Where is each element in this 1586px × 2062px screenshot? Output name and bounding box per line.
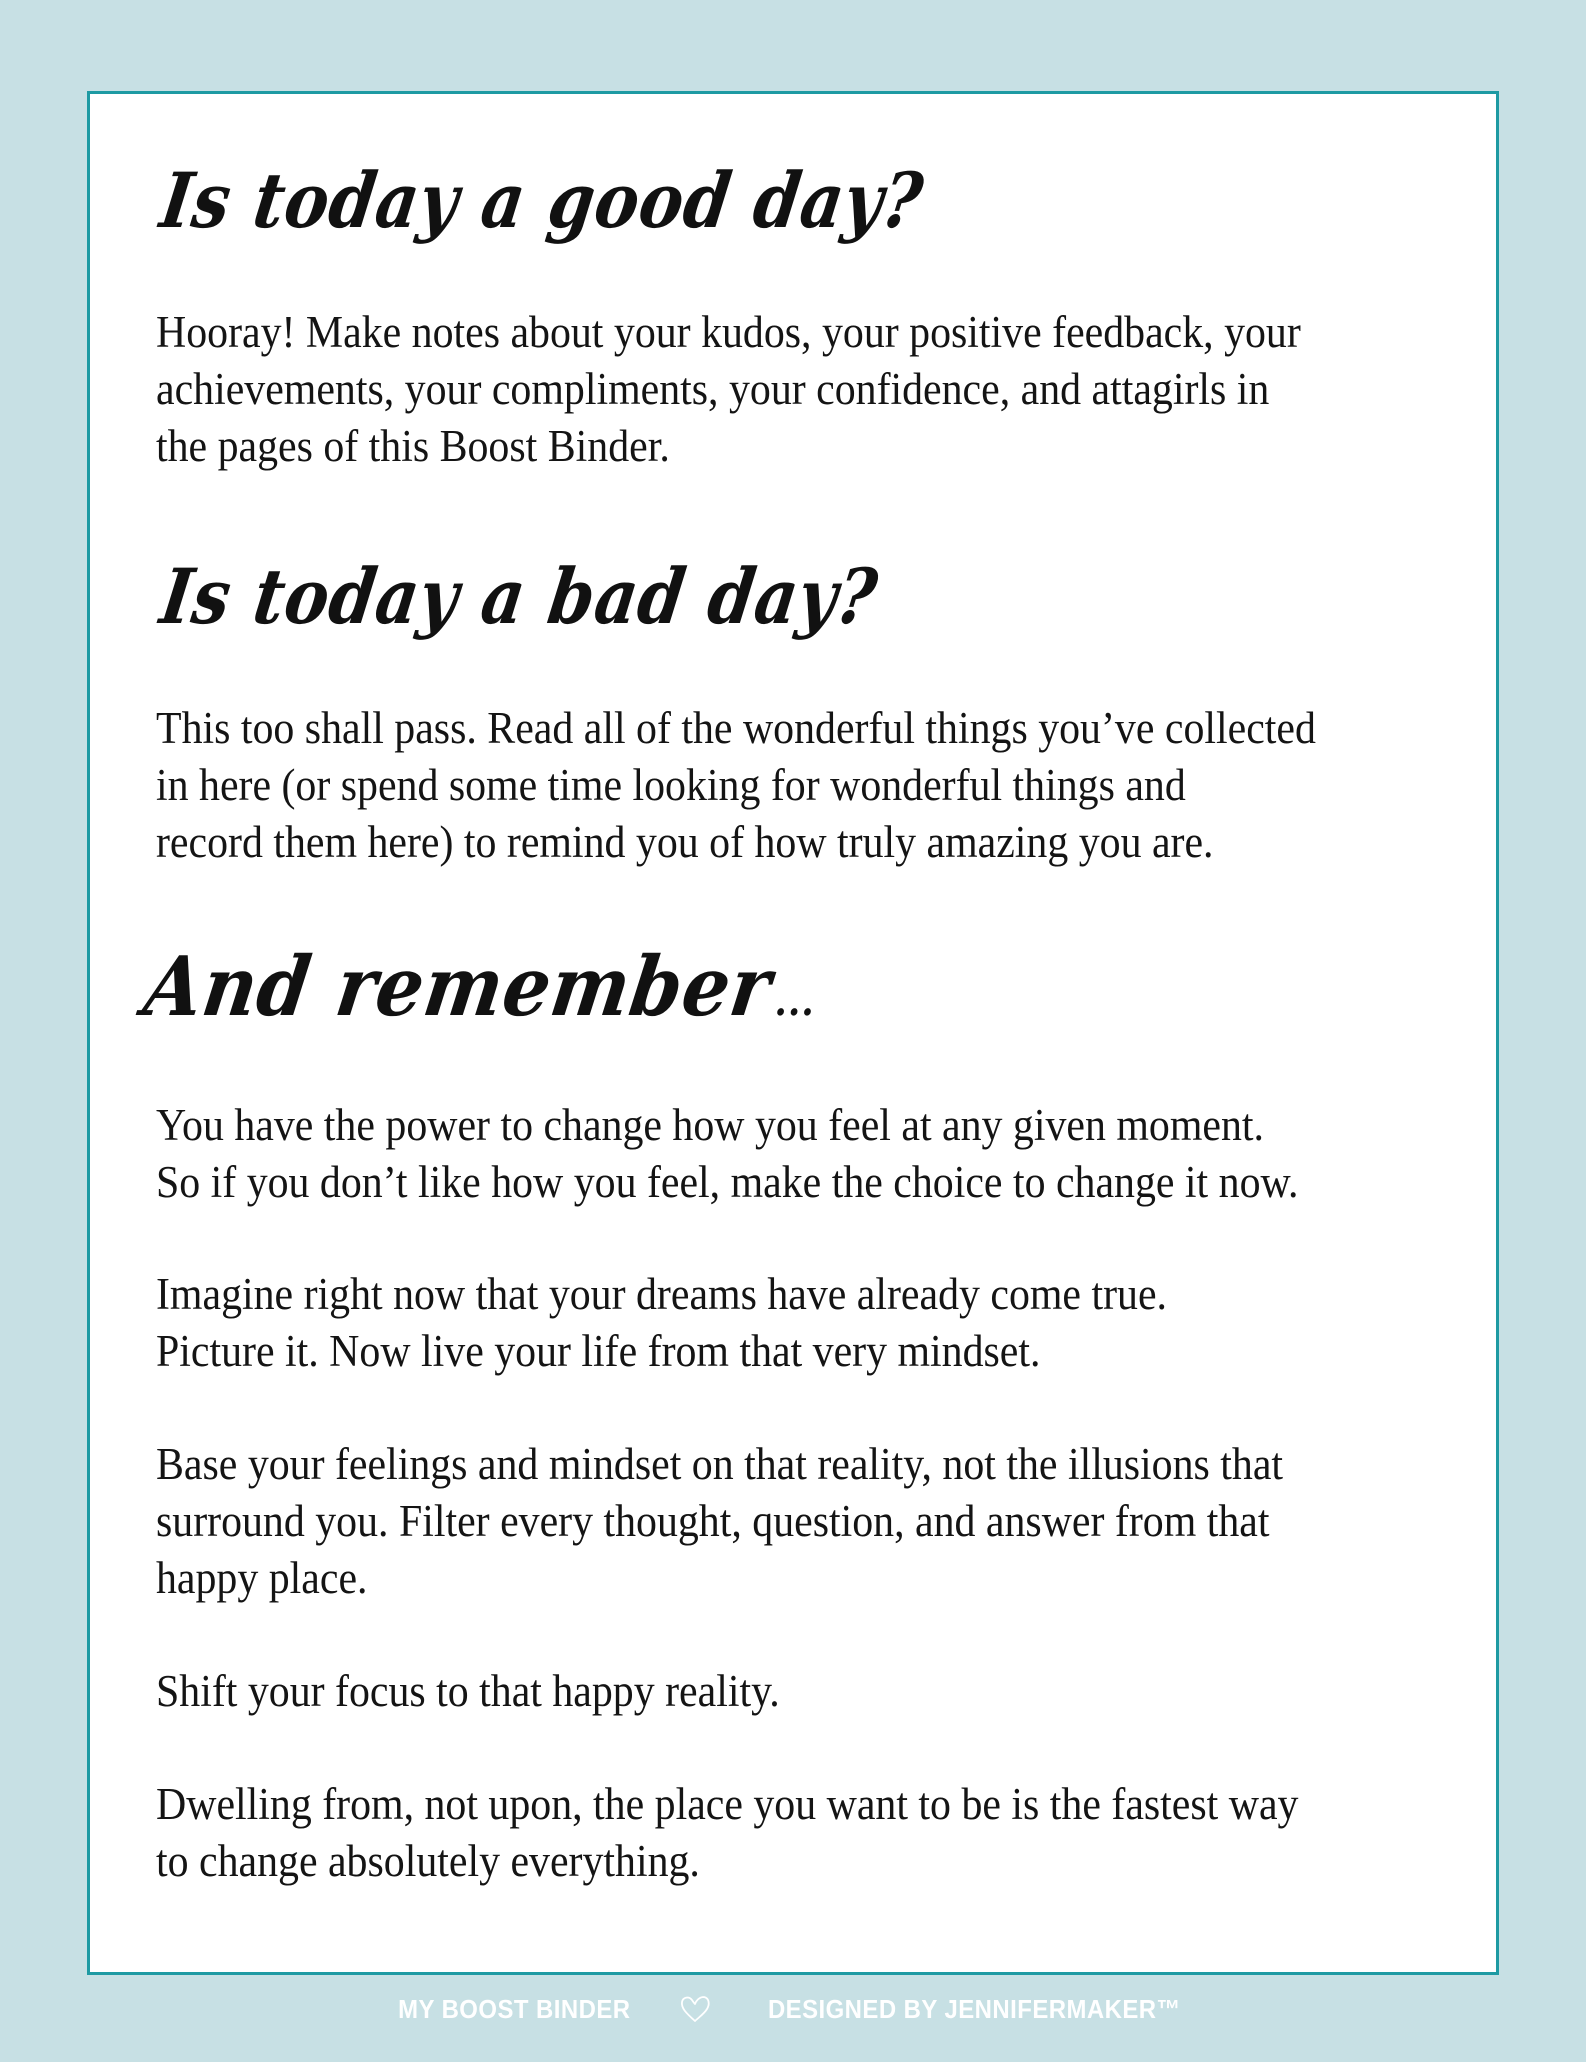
text-line: Shift your focus to that happy reality. bbox=[156, 1666, 780, 1716]
text-line: You have the power to change how you feel at any given moment. bbox=[156, 1100, 1264, 1150]
text-line: surround you. Filter every thought, question, and answer from that bbox=[156, 1496, 1270, 1546]
ellipsis: ... bbox=[772, 978, 820, 1025]
remember-paragraph-imagine bbox=[156, 1266, 1496, 1380]
text-line: happy place. bbox=[156, 1553, 368, 1603]
text-line: So if you don’t like how you feel, make the choice to change it now. bbox=[156, 1157, 1299, 1207]
footer-binder-title: MY BOOST BINDER bbox=[397, 1993, 631, 2024]
heading-text: And remember bbox=[138, 939, 778, 1035]
remember-paragraph-base bbox=[156, 1436, 1496, 1607]
heading-bad-day: Is today a bad day? bbox=[155, 552, 883, 641]
paragraph-bad-day bbox=[156, 700, 1496, 871]
footer-credit bbox=[0, 1992, 1586, 2025]
page-frame bbox=[87, 91, 1499, 1975]
text-line: Dwelling from, not upon, the place you want to be is the fastest way bbox=[156, 1779, 1299, 1829]
text-line: to change absolutely everything. bbox=[156, 1836, 700, 1886]
heading-good-day: Is today a good day? bbox=[155, 156, 929, 245]
footer-designer-credit: DESIGNED BY JENNIFERMAKER™ bbox=[767, 1993, 1181, 2024]
remember-paragraph-power bbox=[156, 1097, 1496, 1211]
paragraph-good-day bbox=[156, 304, 1496, 475]
text-line: in here (or spend some time looking for wonderful things and bbox=[156, 760, 1186, 810]
remember-paragraph-dwelling bbox=[156, 1776, 1496, 1890]
text-line: the pages of this Boost Binder. bbox=[156, 421, 670, 471]
text-line: Picture it. Now live your life from that very mindset. bbox=[156, 1326, 1041, 1376]
remember-paragraph-shift bbox=[156, 1663, 1496, 1720]
text-line: This too shall pass. Read all of the wonderful things you’ve collected bbox=[156, 703, 1316, 753]
heart-outline-icon bbox=[678, 1994, 712, 2024]
heading-and-remember bbox=[139, 939, 825, 1035]
text-line: Base your feelings and mindset on that reality, not the illusions that bbox=[156, 1439, 1284, 1489]
text-line: Imagine right now that your dreams have already come true. bbox=[156, 1269, 1168, 1319]
text-line: achievements, your compliments, your confidence, and attagirls in bbox=[156, 364, 1270, 414]
text-line: record them here) to remind you of how truly amazing you are. bbox=[156, 817, 1214, 867]
text-line: Hooray! Make notes about your kudos, your positive feedback, your bbox=[156, 307, 1301, 357]
